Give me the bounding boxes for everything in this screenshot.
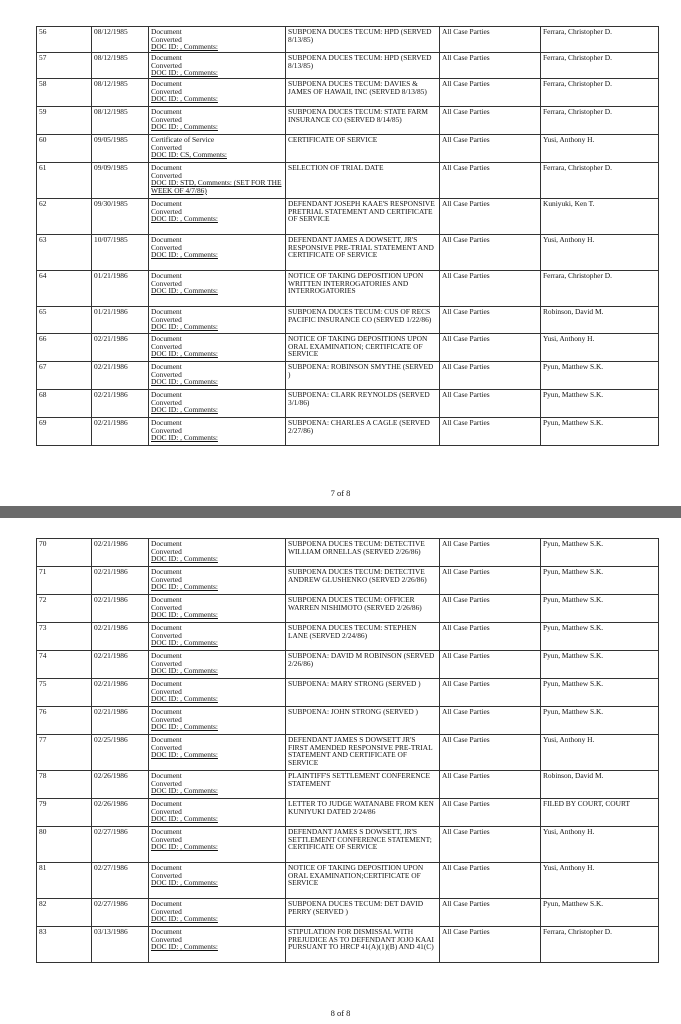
document-type-line: DOC ID: , Comments:	[151, 666, 218, 676]
entry-number-cell: 76	[37, 707, 92, 735]
table-row	[37, 163, 659, 199]
filing-date-cell: 02/26/1986	[92, 799, 149, 827]
filing-date-cell: 08/12/1985	[92, 53, 149, 79]
document-type-line: Document	[151, 735, 182, 744]
document-type-cell	[149, 271, 286, 307]
entry-number-cell: 62	[37, 199, 92, 235]
table-row	[37, 679, 659, 707]
table-row	[37, 79, 659, 107]
entry-number-cell: 72	[37, 595, 92, 623]
document-type-line: Converted	[151, 170, 182, 180]
table-row	[37, 799, 659, 827]
party-cell: All Case Parties	[440, 307, 541, 334]
description-cell: DEFENDANT JAMES S DOWSETT JR'S FIRST AMENDED RESPONSIVE PRE-TRIAL STATEMENT AND CERTIFICATE OF SERVICE	[286, 735, 440, 771]
filing-date-cell: 08/12/1985	[92, 79, 149, 107]
judge-cell: Ferrara, Christopher D.	[541, 163, 659, 199]
table-row	[37, 827, 659, 863]
party-cell: All Case Parties	[440, 799, 541, 827]
docket-table-body	[37, 27, 659, 446]
entry-number-cell: 69	[37, 418, 92, 446]
document-type-cell	[149, 899, 286, 927]
judge-cell: Ferrara, Christopher D.	[541, 927, 659, 963]
party-cell: All Case Parties	[440, 735, 541, 771]
judge-cell: Pyun, Matthew S.K.	[541, 418, 659, 446]
document-type-line: Document	[151, 927, 182, 936]
document-type-line: Converted	[151, 86, 182, 96]
description-cell: SUBPOENA: DAVID M ROBINSON (SERVED 2/26/86)	[286, 651, 440, 679]
document-type-line: Converted	[151, 742, 182, 752]
document-type-cell	[149, 679, 286, 707]
party-cell: All Case Parties	[440, 595, 541, 623]
document-type-line: Document	[151, 418, 182, 427]
party-cell: All Case Parties	[440, 899, 541, 927]
entry-number-cell: 75	[37, 679, 92, 707]
table-row	[37, 135, 659, 163]
filing-date-cell: 02/27/1986	[92, 863, 149, 899]
judge-cell: Yusi, Anthony H.	[541, 735, 659, 771]
document-type-line: Document	[151, 53, 182, 62]
document-type-line: Converted	[151, 314, 182, 324]
table-row	[37, 107, 659, 135]
entry-number-cell: 66	[37, 334, 92, 362]
document-type-line: DOC ID: , Comments:	[151, 94, 218, 104]
filing-date-cell: 08/12/1985	[92, 107, 149, 135]
document-type-line: DOC ID: , Comments:	[151, 250, 218, 260]
document-type-cell	[149, 53, 286, 79]
document-type-line: Converted	[151, 114, 182, 124]
judge-cell: Pyun, Matthew S.K.	[541, 390, 659, 418]
judge-cell: Pyun, Matthew S.K.	[541, 362, 659, 390]
party-cell: All Case Parties	[440, 567, 541, 595]
document-type-line: Document	[151, 651, 182, 660]
document-type-line: DOC ID: , Comments:	[151, 750, 218, 760]
judge-cell: Ferrara, Christopher D.	[541, 271, 659, 307]
party-cell: All Case Parties	[440, 362, 541, 390]
judge-cell: Ferrara, Christopher D.	[541, 53, 659, 79]
document-type-line: Converted	[151, 778, 182, 788]
table-row	[37, 235, 659, 271]
judge-cell: Yusi, Anthony H.	[541, 235, 659, 271]
description-cell: LETTER TO JUDGE WATANABE FROM KEN KUNIYUKI DATED 2/24/86	[286, 799, 440, 827]
filing-date-cell: 09/05/1985	[92, 135, 149, 163]
document-type-line: Document	[151, 334, 182, 343]
document-type-line: DOC ID: , Comments:	[151, 842, 218, 852]
document-type-line: DOC ID: , Comments:	[151, 214, 218, 224]
document-type-line: DOC ID: , Comments:	[151, 694, 218, 704]
filing-date-cell: 09/09/1985	[92, 163, 149, 199]
table-row	[37, 567, 659, 595]
party-cell: All Case Parties	[440, 651, 541, 679]
document-type-cell	[149, 418, 286, 446]
entry-number-cell: 59	[37, 107, 92, 135]
docket-table-body	[37, 539, 659, 963]
filing-date-cell: 08/12/1985	[92, 27, 149, 53]
description-cell: NOTICE OF TAKING DEPOSITION UPON WRITTEN INTERROGATORIES AND INTERROGATORIES	[286, 271, 440, 307]
party-cell: All Case Parties	[440, 927, 541, 963]
party-cell: All Case Parties	[440, 235, 541, 271]
judge-cell: Robinson, David M.	[541, 307, 659, 334]
document-type-line: Converted	[151, 397, 182, 407]
judge-cell: Yusi, Anthony H.	[541, 863, 659, 899]
party-cell: All Case Parties	[440, 271, 541, 307]
judge-cell: Pyun, Matthew S.K.	[541, 623, 659, 651]
description-cell: NOTICE OF TAKING DEPOSITION UPON ORAL EXAMINATION;CERTIFICATE OF SERVICE	[286, 863, 440, 899]
table-row	[37, 362, 659, 390]
party-cell: All Case Parties	[440, 863, 541, 899]
judge-cell: Pyun, Matthew S.K.	[541, 595, 659, 623]
document-type-cell	[149, 390, 286, 418]
description-cell: SUBPOENA DUCES TECUM: CUS OF RECS PACIFIC INSURANCE CO (SERVED 1/22/86)	[286, 307, 440, 334]
entry-number-cell: 57	[37, 53, 92, 79]
party-cell: All Case Parties	[440, 418, 541, 446]
party-cell: All Case Parties	[440, 707, 541, 735]
document-type-line: Document	[151, 771, 182, 780]
judge-cell: Yusi, Anthony H.	[541, 135, 659, 163]
description-cell: SUBPOENA DUCES TECUM: DAVIES & JAMES OF HAWAII, INC (SERVED 8/13/85)	[286, 79, 440, 107]
party-cell: All Case Parties	[440, 623, 541, 651]
table-row	[37, 199, 659, 235]
document-type-cell	[149, 771, 286, 799]
document-type-cell	[149, 362, 286, 390]
document-type-line: Document	[151, 235, 182, 244]
document-type-line: Converted	[151, 806, 182, 816]
filing-date-cell: 02/21/1986	[92, 334, 149, 362]
filing-date-cell: 02/21/1986	[92, 679, 149, 707]
document-type-cell	[149, 79, 286, 107]
document-type-line: Converted	[151, 278, 182, 288]
judge-cell: Pyun, Matthew S.K.	[541, 707, 659, 735]
document-type-line: Document	[151, 107, 182, 116]
document-type-line: DOC ID: , Comments:	[151, 349, 218, 359]
document-type-line: DOC ID: , Comments:	[151, 405, 218, 415]
description-cell: PLAINTIFF'S SETTLEMENT CONFERENCE STATEMENT	[286, 771, 440, 799]
document-type-line: DOC ID: , Comments:	[151, 68, 218, 78]
filing-date-cell: 02/21/1986	[92, 623, 149, 651]
party-cell: All Case Parties	[440, 390, 541, 418]
judge-cell: FILED BY COURT, COURT	[541, 799, 659, 827]
page-footer: 8 of 8	[330, 1008, 351, 1018]
entry-number-cell: 71	[37, 567, 92, 595]
document-type-line: Converted	[151, 658, 182, 668]
description-cell: SELECTION OF TRIAL DATE	[286, 163, 440, 199]
filing-date-cell: 02/25/1986	[92, 735, 149, 771]
document-type-line: DOC ID: , Comments:	[151, 638, 218, 648]
judge-cell: Pyun, Matthew S.K.	[541, 899, 659, 927]
document-type-line: Converted	[151, 906, 182, 916]
party-cell: All Case Parties	[440, 539, 541, 567]
entry-number-cell: 61	[37, 163, 92, 199]
entry-number-cell: 68	[37, 390, 92, 418]
description-cell: SUBPOENA DUCES TECUM: DETECTIVE WILLIAM ORNELLAS (SERVED 2/26/86)	[286, 539, 440, 567]
judge-cell: Ferrara, Christopher D.	[541, 79, 659, 107]
judge-cell: Kuniyuki, Ken T.	[541, 199, 659, 235]
table-row	[37, 707, 659, 735]
filing-date-cell: 09/30/1985	[92, 199, 149, 235]
judge-cell: Yusi, Anthony H.	[541, 334, 659, 362]
document-type-line: DOC ID: , Comments:	[151, 554, 218, 564]
document-type-line: Document	[151, 899, 182, 908]
document-type-line: DOC ID: , Comments:	[151, 814, 218, 824]
entry-number-cell: 65	[37, 307, 92, 334]
entry-number-cell: 82	[37, 899, 92, 927]
description-cell: SUBPOENA: MARY STRONG (SERVED )	[286, 679, 440, 707]
document-type-line: DOC ID: , Comments:	[151, 786, 218, 796]
document-type-cell	[149, 235, 286, 271]
entry-number-cell: 81	[37, 863, 92, 899]
document-type-line: Document	[151, 863, 182, 872]
document-type-cell	[149, 651, 286, 679]
table-row	[37, 863, 659, 899]
judge-cell: Yusi, Anthony H.	[541, 827, 659, 863]
description-cell: DEFENDANT JOSEPH KAAE'S RESPONSIVE PRETRIAL STATEMENT AND CERTIFICATE OF SERVICE	[286, 199, 440, 235]
entry-number-cell: 78	[37, 771, 92, 799]
document-type-line: Document	[151, 362, 182, 371]
document-type-line: Document	[151, 27, 182, 36]
document-type-line: Document	[151, 799, 182, 808]
document-type-line: Converted	[151, 341, 182, 351]
table-row	[37, 390, 659, 418]
table-row	[37, 307, 659, 334]
document-type-line: Document	[151, 79, 182, 88]
document-type-line: DOC ID: , Comments:	[151, 582, 218, 592]
filing-date-cell: 02/21/1986	[92, 362, 149, 390]
document-type-cell	[149, 199, 286, 235]
document-type-line: Document	[151, 307, 182, 316]
description-cell: SUBPOENA DUCES TECUM: STEPHEN LANE (SERVED 2/24/86)	[286, 623, 440, 651]
document-type-cell	[149, 107, 286, 135]
filing-date-cell: 10/07/1985	[92, 235, 149, 271]
description-cell: SUBPOENA DUCES TECUM: OFFICER WARREN NISHIMOTO (SERVED 2/26/86)	[286, 595, 440, 623]
document-type-cell	[149, 334, 286, 362]
table-row	[37, 623, 659, 651]
party-cell: All Case Parties	[440, 771, 541, 799]
entry-number-cell: 83	[37, 927, 92, 963]
entry-number-cell: 67	[37, 362, 92, 390]
filing-date-cell: 03/13/1986	[92, 927, 149, 963]
entry-number-cell: 74	[37, 651, 92, 679]
judge-cell: Ferrara, Christopher D.	[541, 107, 659, 135]
document-type-line: Converted	[151, 206, 182, 216]
document-type-line: Converted	[151, 34, 182, 44]
document-type-line: Converted	[151, 60, 182, 70]
judge-cell: Pyun, Matthew S.K.	[541, 567, 659, 595]
table-row	[37, 595, 659, 623]
document-type-line: Document	[151, 271, 182, 280]
filing-date-cell: 01/21/1986	[92, 271, 149, 307]
document-type-line: DOC ID: , Comments:	[151, 286, 218, 296]
filing-date-cell: 01/21/1986	[92, 307, 149, 334]
judge-cell: Ferrara, Christopher D.	[541, 27, 659, 53]
description-cell: NOTICE OF TAKING DEPOSITIONS UPON ORAL EXAMINATION; CERTIFICATE OF SERVICE	[286, 334, 440, 362]
document-type-line: Converted	[151, 369, 182, 379]
document-type-line: Converted	[151, 425, 182, 435]
docket-page-7	[0, 0, 681, 506]
docket-table	[36, 538, 659, 963]
document-type-line: Document	[151, 623, 182, 632]
document-type-line: Converted	[151, 242, 182, 252]
description-cell: DEFENDANT JAMES S DOWSETT, JR'S SETTLEMENT CONFERENCE STATEMENT; CERTIFICATE OF SERVICE	[286, 827, 440, 863]
entry-number-cell: 56	[37, 27, 92, 53]
filing-date-cell: 02/21/1986	[92, 595, 149, 623]
document-type-line: DOC ID: CS, Comments:	[151, 150, 227, 160]
description-cell: SUBPOENA DUCES TECUM: DETECTIVE ANDREW GLUSHENKO (SERVED 2/26/86)	[286, 567, 440, 595]
document-type-line: DOC ID: , Comments:	[151, 322, 218, 332]
document-type-line: Document	[151, 827, 182, 836]
document-type-line: Converted	[151, 602, 182, 612]
table-row	[37, 418, 659, 446]
party-cell: All Case Parties	[440, 679, 541, 707]
filing-date-cell: 02/21/1986	[92, 567, 149, 595]
table-row	[37, 53, 659, 79]
entry-number-cell: 64	[37, 271, 92, 307]
document-type-line: Document	[151, 390, 182, 399]
description-cell: SUBPOENA DUCES TECUM: DET DAVID PERRY (SERVED )	[286, 899, 440, 927]
entry-number-cell: 63	[37, 235, 92, 271]
table-row	[37, 899, 659, 927]
filing-date-cell: 02/27/1986	[92, 827, 149, 863]
description-cell: SUBPOENA: CHARLES A CAGLE (SERVED 2/27/86)	[286, 418, 440, 446]
description-cell: CERTIFICATE OF SERVICE	[286, 135, 440, 163]
document-type-line: Converted	[151, 142, 182, 152]
document-type-line: DOC ID: , Comments:	[151, 722, 218, 732]
document-type-cell	[149, 595, 286, 623]
entry-number-cell: 77	[37, 735, 92, 771]
table-row	[37, 334, 659, 362]
filing-date-cell: 02/21/1986	[92, 390, 149, 418]
document-type-line: DOC ID: STD, Comments: (SET FOR THE WEEK OF 4/7/86)	[151, 178, 282, 195]
document-type-line: Converted	[151, 834, 182, 844]
document-type-line: DOC ID: , Comments:	[151, 914, 218, 924]
docket-table	[36, 26, 659, 446]
judge-cell: Pyun, Matthew S.K.	[541, 651, 659, 679]
description-cell: SUBPOENA DUCES TECUM: HPD (SERVED 8/13/85)	[286, 53, 440, 79]
description-cell: SUBPOENA: JOHN STRONG (SERVED )	[286, 707, 440, 735]
entry-number-cell: 80	[37, 827, 92, 863]
party-cell: All Case Parties	[440, 827, 541, 863]
document-type-line: DOC ID: , Comments:	[151, 42, 218, 52]
document-type-line: DOC ID: , Comments:	[151, 433, 218, 443]
entry-number-cell: 79	[37, 799, 92, 827]
description-cell: DEFENDANT JAMES A DOWSETT, JR'S RESPONSIVE PRE-TRIAL STATEMENT AND CERTIFICATE OF SERVICE	[286, 235, 440, 271]
document-type-line: Converted	[151, 870, 182, 880]
document-type-line: Converted	[151, 546, 182, 556]
document-type-cell	[149, 27, 286, 53]
table-row	[37, 539, 659, 567]
document-type-cell	[149, 863, 286, 899]
party-cell: All Case Parties	[440, 53, 541, 79]
description-cell: SUBPOENA DUCES TECUM: STATE FARM INSURANCE CO (SERVED 8/14/85)	[286, 107, 440, 135]
party-cell: All Case Parties	[440, 163, 541, 199]
table-row	[37, 735, 659, 771]
document-type-line: Document	[151, 163, 182, 172]
entry-number-cell: 73	[37, 623, 92, 651]
document-type-cell	[149, 827, 286, 863]
document-type-line: Document	[151, 679, 182, 688]
document-type-line: Document	[151, 199, 182, 208]
document-type-line: Document	[151, 539, 182, 548]
document-type-cell	[149, 707, 286, 735]
table-row	[37, 927, 659, 963]
filing-date-cell: 02/21/1986	[92, 418, 149, 446]
entry-number-cell: 70	[37, 539, 92, 567]
document-type-line: DOC ID: , Comments:	[151, 878, 218, 888]
description-cell: SUBPOENA: ROBINSON SMYTHE (SERVED )	[286, 362, 440, 390]
document-type-cell	[149, 567, 286, 595]
document-type-line: DOC ID: , Comments:	[151, 377, 218, 387]
document-type-cell	[149, 799, 286, 827]
document-type-cell	[149, 927, 286, 963]
filing-date-cell: 02/27/1986	[92, 899, 149, 927]
party-cell: All Case Parties	[440, 79, 541, 107]
document-type-cell	[149, 135, 286, 163]
document-type-line: Document	[151, 595, 182, 604]
filing-date-cell: 02/21/1986	[92, 651, 149, 679]
document-type-line: Converted	[151, 630, 182, 640]
filing-date-cell: 02/21/1986	[92, 539, 149, 567]
document-type-line: DOC ID: , Comments:	[151, 942, 218, 952]
party-cell: All Case Parties	[440, 27, 541, 53]
filing-date-cell: 02/26/1986	[92, 771, 149, 799]
document-type-line: DOC ID: , Comments:	[151, 122, 218, 132]
document-type-line: Document	[151, 707, 182, 716]
filing-date-cell: 02/21/1986	[92, 707, 149, 735]
document-type-cell	[149, 307, 286, 334]
page-separator	[0, 506, 681, 518]
party-cell: All Case Parties	[440, 107, 541, 135]
judge-cell: Pyun, Matthew S.K.	[541, 679, 659, 707]
document-type-line: Converted	[151, 574, 182, 584]
table-row	[37, 27, 659, 53]
document-type-line: Converted	[151, 714, 182, 724]
document-type-line: Converted	[151, 934, 182, 944]
docket-page-8	[0, 518, 681, 1024]
page-footer: 7 of 8	[330, 488, 351, 498]
document-type-line: DOC ID: , Comments:	[151, 610, 218, 620]
judge-cell: Robinson, David M.	[541, 771, 659, 799]
table-row	[37, 271, 659, 307]
description-cell: SUBPOENA: CLARK REYNOLDS (SERVED 3/1/86)	[286, 390, 440, 418]
party-cell: All Case Parties	[440, 334, 541, 362]
entry-number-cell: 60	[37, 135, 92, 163]
document-type-line: Converted	[151, 686, 182, 696]
document-type-cell	[149, 163, 286, 199]
party-cell: All Case Parties	[440, 199, 541, 235]
entry-number-cell: 58	[37, 79, 92, 107]
document-type-line: Document	[151, 567, 182, 576]
document-type-line: Certificate of Service	[151, 135, 215, 144]
party-cell: All Case Parties	[440, 135, 541, 163]
description-cell: SUBPOENA DUCES TECUM: HPD (SERVED 8/13/85)	[286, 27, 440, 53]
document-type-cell	[149, 623, 286, 651]
document-type-cell	[149, 735, 286, 771]
judge-cell: Pyun, Matthew S.K.	[541, 539, 659, 567]
document-type-cell	[149, 539, 286, 567]
table-row	[37, 771, 659, 799]
description-cell: STIPULATION FOR DISMISSAL WITH PREJUDICE AS TO DEFENDANT JOJO KAAI PURSUANT TO HRCP 41(A)(1)(B) AND 41(C)	[286, 927, 440, 963]
table-row	[37, 651, 659, 679]
